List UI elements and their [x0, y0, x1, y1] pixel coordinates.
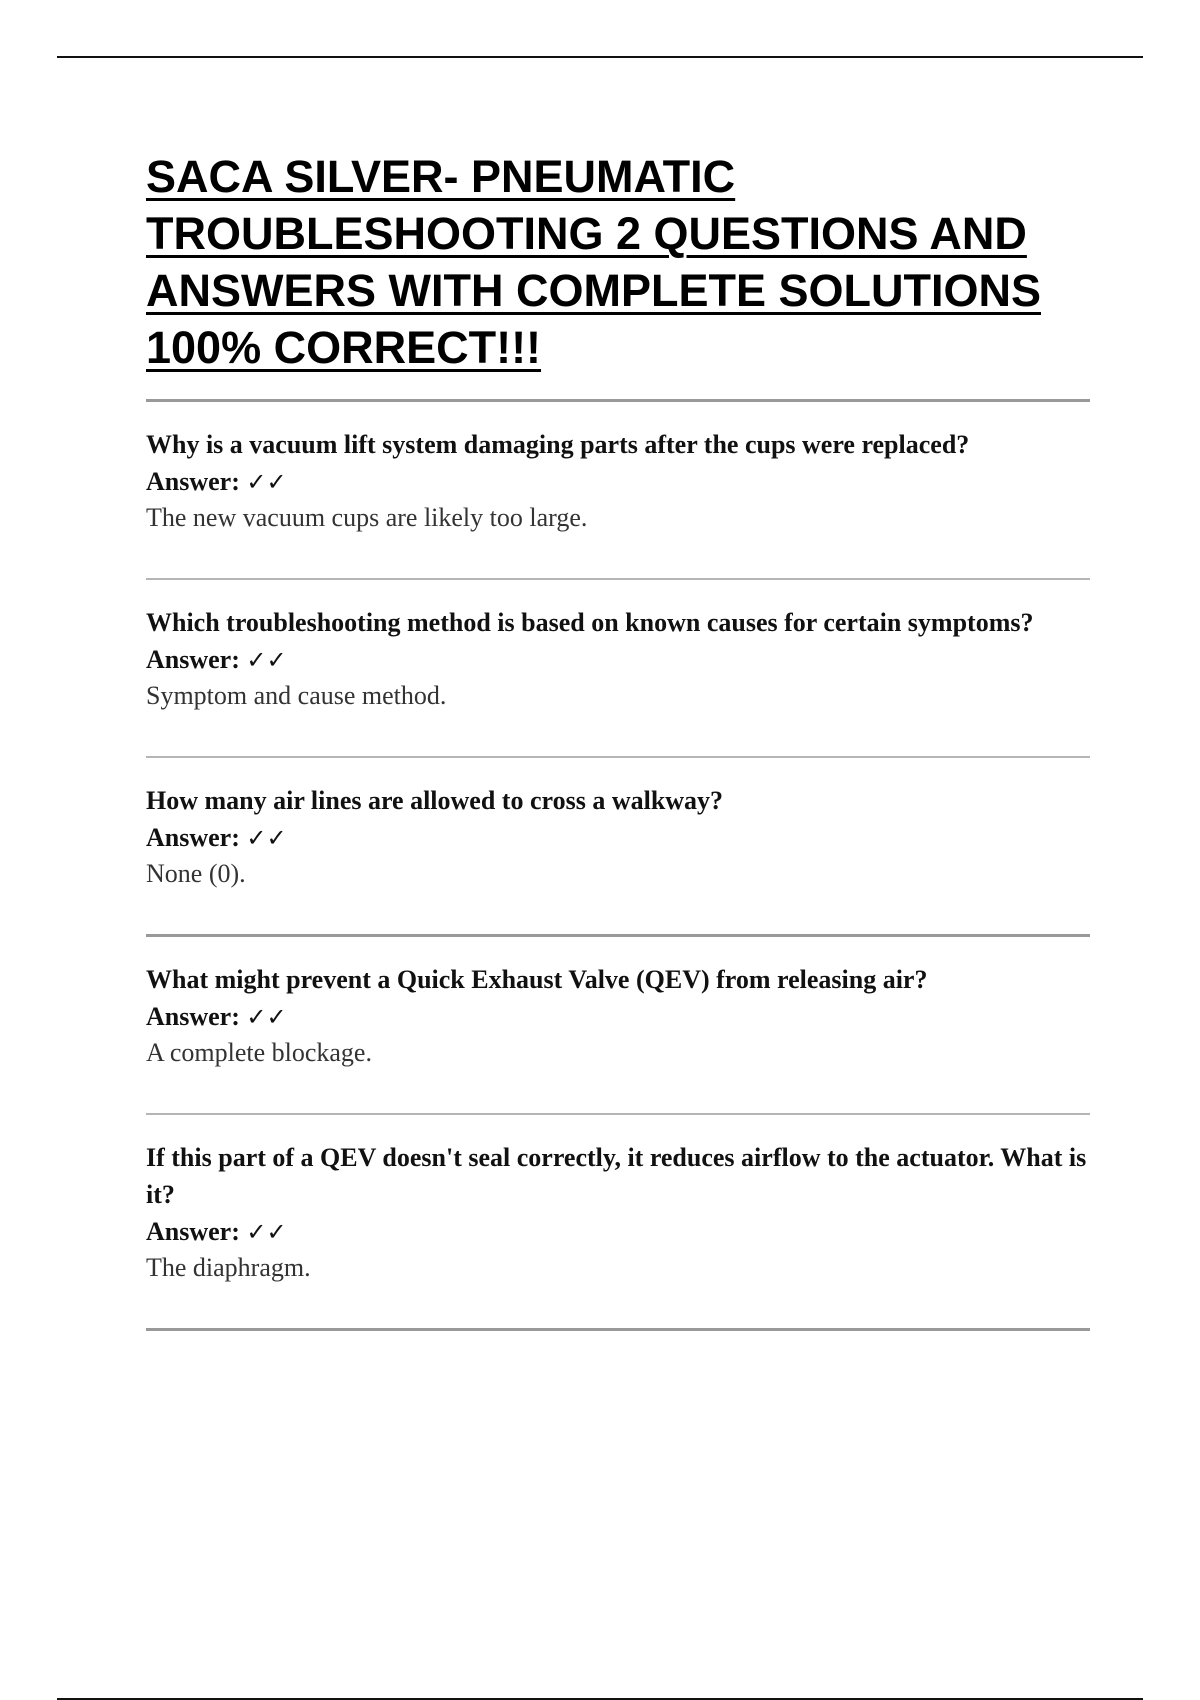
answer-label: Answer: ✓✓: [146, 467, 287, 496]
qa-item-1: [146, 402, 1090, 578]
question-text: Which troubleshooting method is based on known causes for certain symptoms?: [146, 608, 1034, 637]
checkmark-icon: ✓✓: [246, 646, 287, 674]
document-title: SACA SILVER- PNEUMATIC TROUBLESHOOTING 2 QUESTIONS AND ANSWERS WITH COMPLETE SOLUTIONS 100% CORRECT!!!: [146, 151, 1041, 373]
qa-item-2: [146, 580, 1090, 756]
answer-text: None (0).: [146, 859, 246, 888]
checkmark-icon: ✓✓: [246, 468, 287, 496]
answer-text: A complete blockage.: [146, 1038, 372, 1067]
checkmark-icon: ✓✓: [246, 1218, 287, 1246]
qa-item-4: [146, 937, 1090, 1113]
answer-text: Symptom and cause method.: [146, 681, 447, 710]
question-text: Why is a vacuum lift system damaging parts after the cups were replaced?: [146, 430, 970, 459]
answer-text: The new vacuum cups are likely too large.: [146, 503, 588, 532]
answer-label: Answer: ✓✓: [146, 823, 287, 852]
qa-item-5: [146, 1115, 1090, 1328]
answer-text: The diaphragm.: [146, 1253, 311, 1282]
question-text: What might prevent a Quick Exhaust Valve (QEV) from releasing air?: [146, 965, 928, 994]
checkmark-icon: ✓✓: [246, 1003, 287, 1031]
answer-label: Answer: ✓✓: [146, 1002, 287, 1031]
question-text: If this part of a QEV doesn't seal correctly, it reduces airflow to the actuator. What is it?: [146, 1143, 1087, 1209]
document-body: [146, 148, 1090, 1331]
page-top-rule: [57, 56, 1143, 58]
qa-divider: [146, 1328, 1090, 1331]
checkmark-icon: ✓✓: [246, 824, 287, 852]
answer-label: Answer: ✓✓: [146, 1217, 287, 1246]
qa-item-3: [146, 758, 1090, 934]
answer-label: Answer: ✓✓: [146, 645, 287, 674]
question-text: How many air lines are allowed to cross a walkway?: [146, 786, 724, 815]
